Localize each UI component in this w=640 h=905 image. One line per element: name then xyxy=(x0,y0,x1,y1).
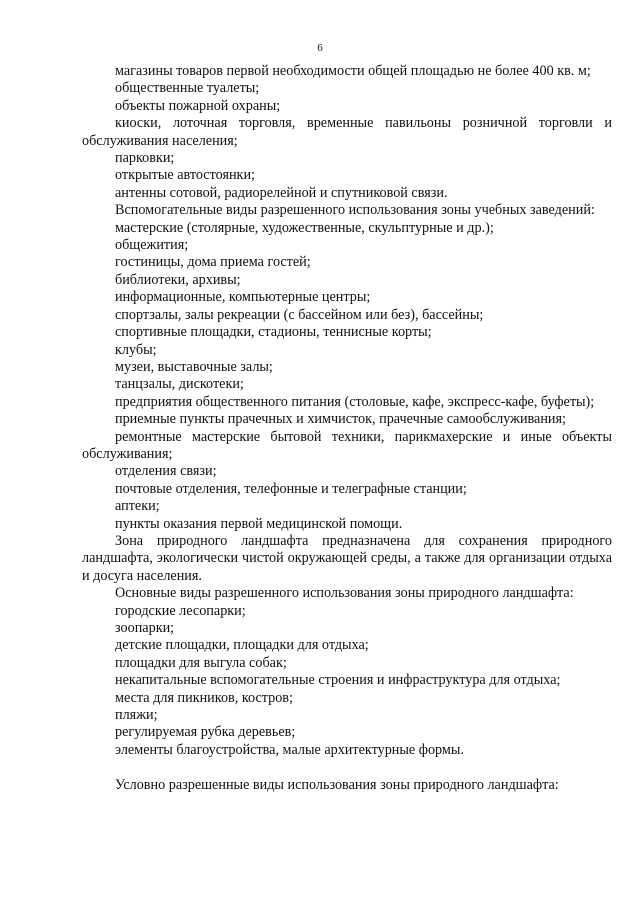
paragraph: некапитальные вспомогательные строения и инфраструктура для отдыха; xyxy=(115,672,561,689)
paragraph: информационные, компьютерные центры; xyxy=(115,289,371,306)
paragraph: пункты оказания первой медицинской помощи. xyxy=(115,515,403,532)
paragraph: площадки для выгула собак; xyxy=(115,654,287,671)
paragraph: элементы благоустройства, малые архитектурные формы. xyxy=(115,741,464,758)
paragraph: отделения связи; xyxy=(115,463,217,480)
paragraph: музеи, выставочные залы; xyxy=(115,358,273,375)
section-heading: Условно разрешенные виды использования зоны природного ландшафта: xyxy=(115,777,559,794)
paragraph: общественные туалеты; xyxy=(115,80,260,97)
paragraph: гостиницы, дома приема гостей; xyxy=(115,254,311,271)
paragraph: ремонтные мастерские бытовой техники, парикмахерские и иные объекты обслуживания; xyxy=(82,428,612,462)
section-heading: Вспомогательные виды разрешенного использования зоны учебных заведений: xyxy=(115,202,595,219)
section-heading: Основные виды разрешенного использования зоны природного ландшафта: xyxy=(115,585,574,602)
body-text xyxy=(82,63,612,795)
paragraph: открытые автостоянки; xyxy=(115,167,255,184)
paragraph: детские площадки, площадки для отдыха; xyxy=(115,637,369,654)
paragraph: почтовые отделения, телефонные и телеграфные станции; xyxy=(115,480,467,497)
paragraph: общежития; xyxy=(115,237,189,254)
paragraph: клубы; xyxy=(115,341,157,358)
paragraph: регулируемая рубка деревьев; xyxy=(115,724,296,741)
paragraph: магазины товаров первой необходимости общей площадью не более 400 кв. м; xyxy=(115,63,591,79)
paragraph: места для пикников, костров; xyxy=(115,689,293,706)
paragraph: киоски, лоточная торговля, временные павильоны розничной торговли и обслуживания населения; xyxy=(82,115,612,149)
paragraph: спортзалы, залы рекреации (с бассейном или без), бассейны; xyxy=(115,306,484,323)
paragraph: танцзалы, дискотеки; xyxy=(115,376,244,393)
paragraph: спортивные площадки, стадионы, теннисные корты; xyxy=(115,324,432,341)
page-number: 6 xyxy=(317,42,323,54)
paragraph: аптеки; xyxy=(115,498,160,515)
paragraph: предприятия общественного питания (столовые, кафе, экспресс-кафе, буфеты); xyxy=(115,393,595,410)
paragraph: зоопарки; xyxy=(115,620,175,636)
paragraph: городские лесопарки; xyxy=(115,602,246,619)
paragraph: мастерские (столярные, художественные, скульптурные и др.); xyxy=(115,219,494,236)
paragraph: библиотеки, архивы; xyxy=(115,271,241,288)
paragraph: приемные пункты прачечных и химчисток, прачечные самообслуживания; xyxy=(115,411,566,428)
zone-description: Зона природного ландшафта предназначена для сохранения природного ландшафта, экологически чистой окружающей среды, а также для организации отдыха и досуга населения. xyxy=(82,532,612,584)
paragraph: антенны сотовой, радиорелейной и спутниковой связи. xyxy=(115,184,448,201)
paragraph: объекты пожарной охраны; xyxy=(115,97,281,114)
paragraph: парковки; xyxy=(115,150,175,167)
paragraph: пляжи; xyxy=(115,707,158,724)
